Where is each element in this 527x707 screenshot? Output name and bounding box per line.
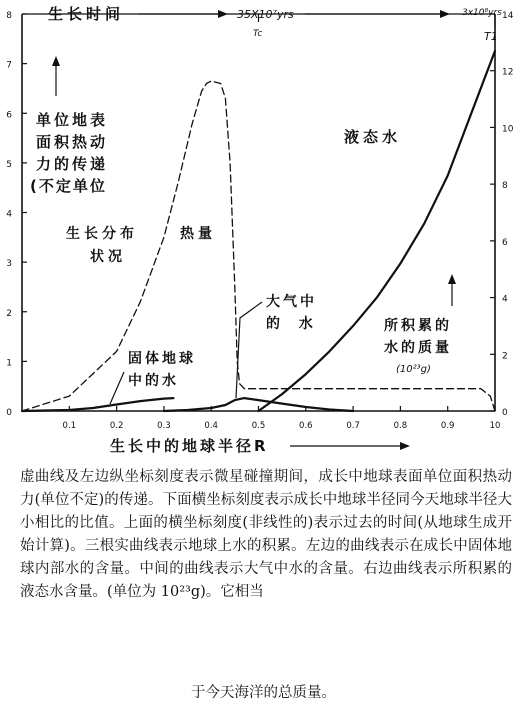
right-tick-label: 8 [502,181,508,192]
heat-label-3: 状况 [90,249,126,265]
accum-up-arrowhead [448,274,456,284]
left-tick-label: 8 [6,11,12,21]
right-tick-label: 0 [502,408,508,418]
bottom-tick-label: 0.4 [204,421,218,431]
series-line-1 [22,81,495,411]
right-tick-label: 2 [502,351,508,362]
bottom-ticks [63,14,501,431]
series-line-2 [22,398,173,411]
left-title-line-2: 面积热动 [36,133,109,151]
bottom-tick-label: 0.1 [62,421,77,431]
figure-caption: 虚曲线及左边纵坐标刻度表示微星碰撞期间，成长中地球表面单位面积热动力(单位不定)的传递。下面横坐标刻度表示成长中地球半径同今天地球半径大小相比的比值。上面的横坐标刻度(非线性的)表示过去的时间(从地球生成开始计算)。三根实曲线表示地球上水的积累。左边的曲线表示在成长中固体地球内部水的含量。中间的曲线表示大气中水的含量。右边曲线表示所积累的液态水含量。(单位为 10²³g)。它相当 [20,469,512,600]
solid-water-label-1: 固体地球 [128,351,196,367]
left-tick-label: 0 [6,408,12,418]
bottom-tick-label: 0.5 [251,421,266,431]
atmos-water-label-2: 的 水 [266,316,316,332]
left-title-line-3: 力的传递 [36,155,109,173]
bottom-tick-label: 0.8 [393,421,408,431]
left-tick-label: 1 [6,358,12,369]
left-tick-label: 5 [6,159,12,170]
right-tick-label: 4 [502,294,508,305]
figure-caption-last-line: 于今天海洋的总质量。 [191,685,336,701]
right-tick-label: 6 [502,237,508,248]
left-tick-label: 6 [6,110,12,121]
bottom-tick-label: 0.2 [109,421,124,431]
top-arrowhead-1 [218,10,228,18]
t1-label: T1 [484,30,498,43]
bottom-tick-label: 0.6 [299,421,313,431]
bottom-tick-label: 0.7 [346,421,360,431]
accum-label-2: 水的质量 [384,340,452,356]
accum-label-3: (10²³g) [396,364,431,375]
top-mid-label: 35X10⁷yrs [237,8,294,21]
solid-water-label-2: 中的水 [128,373,179,389]
left-tick-label: 7 [6,60,12,71]
left-tick-label: 2 [6,308,12,319]
liquid-water-label: 液态水 [344,128,402,146]
accum-label-1: 所积累的 [384,318,452,334]
right-tick-label: 10 [502,124,514,135]
x-axis-arrowhead [400,442,410,450]
bottom-tick-label: 0.3 [157,421,171,431]
bottom-tick-label: 0.9 [440,421,455,431]
right-tick-label: 12 [502,67,514,78]
right-tick-label: 14 [502,11,514,21]
heat-label-1: 生长分布 [66,226,138,242]
bottom-tick-label: 10 [489,421,501,431]
tc-label: Tc [253,29,263,39]
left-title-line-4: (不定单位 [30,177,107,195]
top-end-label: 3x10⁸yrs [462,8,502,18]
left-tick-label: 4 [6,209,12,220]
top-axis-label: 生长时间 [48,5,125,23]
top-arrowhead-2 [440,10,450,18]
left-title-line-1: 单位地表 [36,111,109,129]
left-up-arrowhead [52,56,60,66]
left-ticks [6,11,27,418]
x-axis-label: 生长中的地球半径R [110,437,269,455]
left-tick-label: 3 [6,259,12,270]
atmos-water-label-1: 大气中 [266,294,317,310]
right-ticks [490,11,514,418]
heat-label-2: 热量 [180,226,216,242]
solid-water-pointer [110,372,124,404]
series-line-4 [259,51,496,411]
